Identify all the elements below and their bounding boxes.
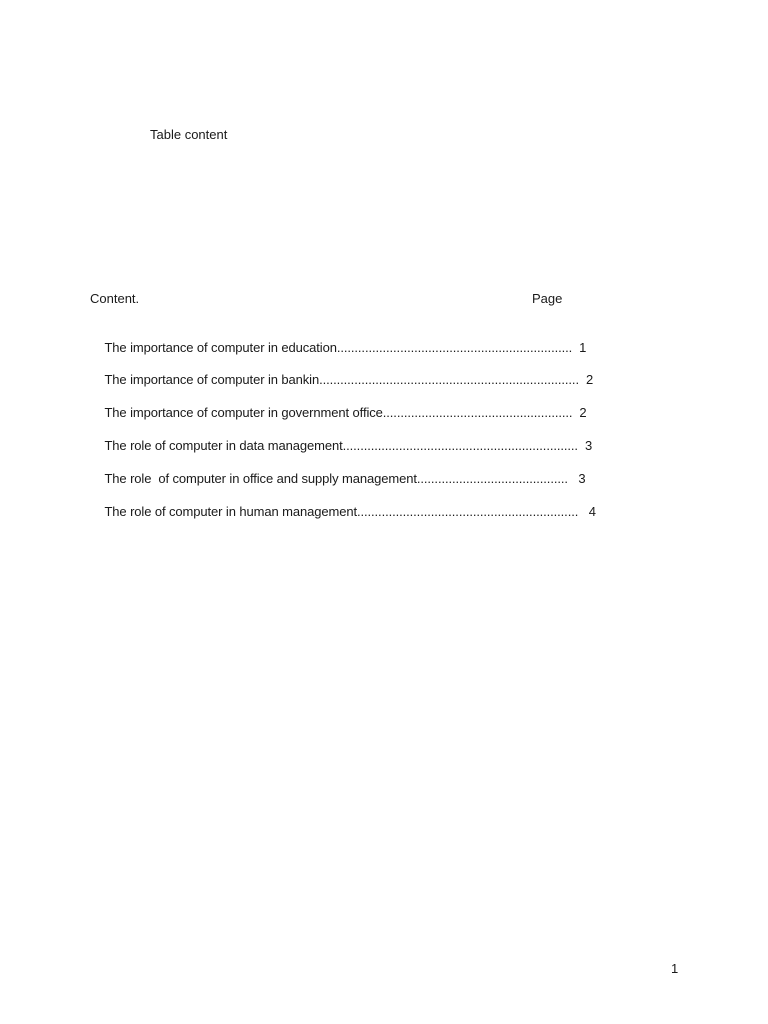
- toc-entry-text: The importance of computer in bankin.......................................................................... 2: [104, 372, 594, 387]
- toc-entry: [90, 422, 593, 453]
- toc-entry: [90, 356, 594, 387]
- document-title: Table content: [150, 127, 228, 142]
- toc-entry-text: The role of computer in office and supply management........................................... 3: [104, 471, 586, 486]
- toc-entry-text: The role of computer in data management................................................................... 3: [104, 438, 593, 453]
- toc-entry-text: The role of computer in human management............................................................... 4: [104, 504, 596, 519]
- toc-header: [90, 291, 570, 307]
- toc-entry-text: The importance of computer in government office...................................................... 2: [104, 405, 587, 420]
- toc-entry: [90, 389, 587, 420]
- toc-entry: [90, 455, 586, 486]
- toc-entry-text: The importance of computer in education................................................................... 1: [104, 340, 587, 355]
- toc-header-content-label: Content.: [90, 291, 140, 306]
- toc-entry: [90, 488, 596, 519]
- toc-header-page-label: Page: [532, 291, 563, 306]
- page-number: 1: [671, 961, 679, 976]
- toc-entry: [90, 324, 587, 355]
